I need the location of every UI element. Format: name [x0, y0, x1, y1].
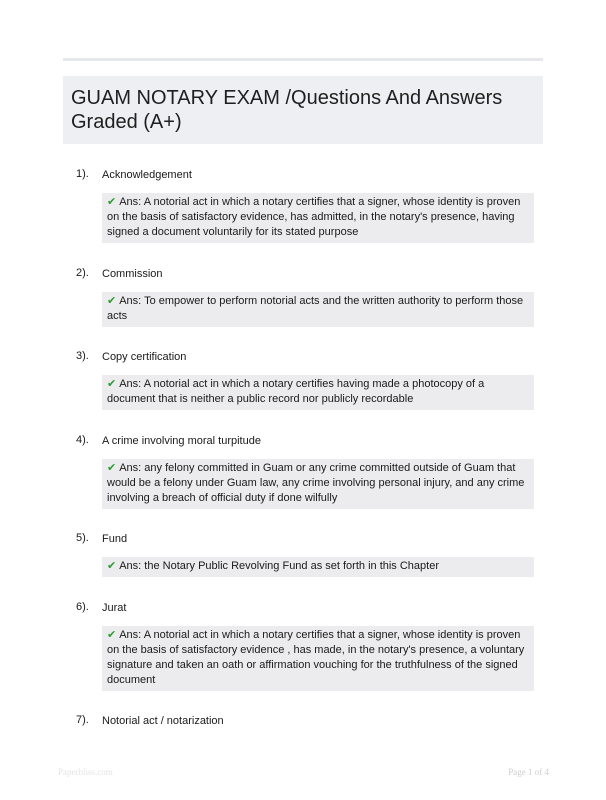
answer-box [102, 292, 534, 327]
answer-text: any felony committed in Guam or any crime committed outside of Guam that would be a felony under Guam law, any crime involving personal injury, and any crime involving a breach of official duty if done wilfully [107, 462, 525, 504]
answer-text: A notorial act in which a notary certifies that a signer, whose identity is proven on the basis of satisfactory evidence, has admitted, in the notary's presence, having signed a document voluntarily for its stated purpose [107, 196, 521, 238]
answer-prefix: Ans: [119, 378, 142, 390]
answer-text: To empower to perform notorial acts and the written authority to perform those acts [107, 295, 524, 322]
question-number: 2). [76, 267, 89, 279]
answer-text: the Notary Public Revolving Fund as set forth in this Chapter [144, 560, 439, 572]
check-icon: ✔ [107, 378, 117, 390]
answer-box [102, 375, 534, 410]
answer-box [102, 626, 534, 691]
question-text: Jurat [102, 602, 127, 614]
answer-prefix: Ans: [119, 196, 142, 208]
answer-prefix: Ans: [119, 462, 142, 474]
answer-text: A notorial act in which a notary certifies having made a photocopy of a document that is neither a public record nor publicly recordable [107, 378, 485, 405]
answer-text: A notorial act in which a notary certifies that a signer, whose identity is proven on the basis of satisfactory evidence , has made, in the notary's presence, a voluntary signature and taken an oath or affirmation vouching for the truthfulness of the signed document [107, 629, 525, 686]
answer-prefix: Ans: [119, 629, 142, 641]
check-icon: ✔ [107, 295, 117, 307]
footer-watermark: Paperbliss.com [58, 767, 113, 777]
document-title: GUAM NOTARY EXAM /Questions And Answers Graded (A+) [71, 87, 503, 133]
question-text: Fund [102, 533, 128, 545]
answer-prefix: Ans: [119, 560, 142, 572]
question-text: Acknowledgement [102, 169, 192, 181]
question-number: 5). [76, 532, 89, 544]
question-text: Commission [102, 268, 163, 280]
question-text: A crime involving moral turpitude [102, 435, 261, 447]
check-icon: ✔ [107, 196, 117, 208]
question-number: 6). [76, 601, 89, 613]
answer-box [102, 557, 534, 577]
check-icon: ✔ [107, 462, 117, 474]
page-indicator: Page 1 of 4 [508, 767, 549, 777]
question-number: 1). [76, 168, 89, 180]
answer-box [102, 459, 534, 509]
question-text: Copy certification [102, 351, 187, 363]
check-icon: ✔ [107, 560, 117, 572]
check-icon: ✔ [107, 629, 117, 641]
question-number: 7). [76, 714, 89, 726]
answer-box [102, 193, 534, 243]
answer-prefix: Ans: [119, 295, 142, 307]
question-number: 3). [76, 350, 89, 362]
question-text: Notorial act / notarization [102, 715, 224, 727]
question-number: 4). [76, 434, 89, 446]
